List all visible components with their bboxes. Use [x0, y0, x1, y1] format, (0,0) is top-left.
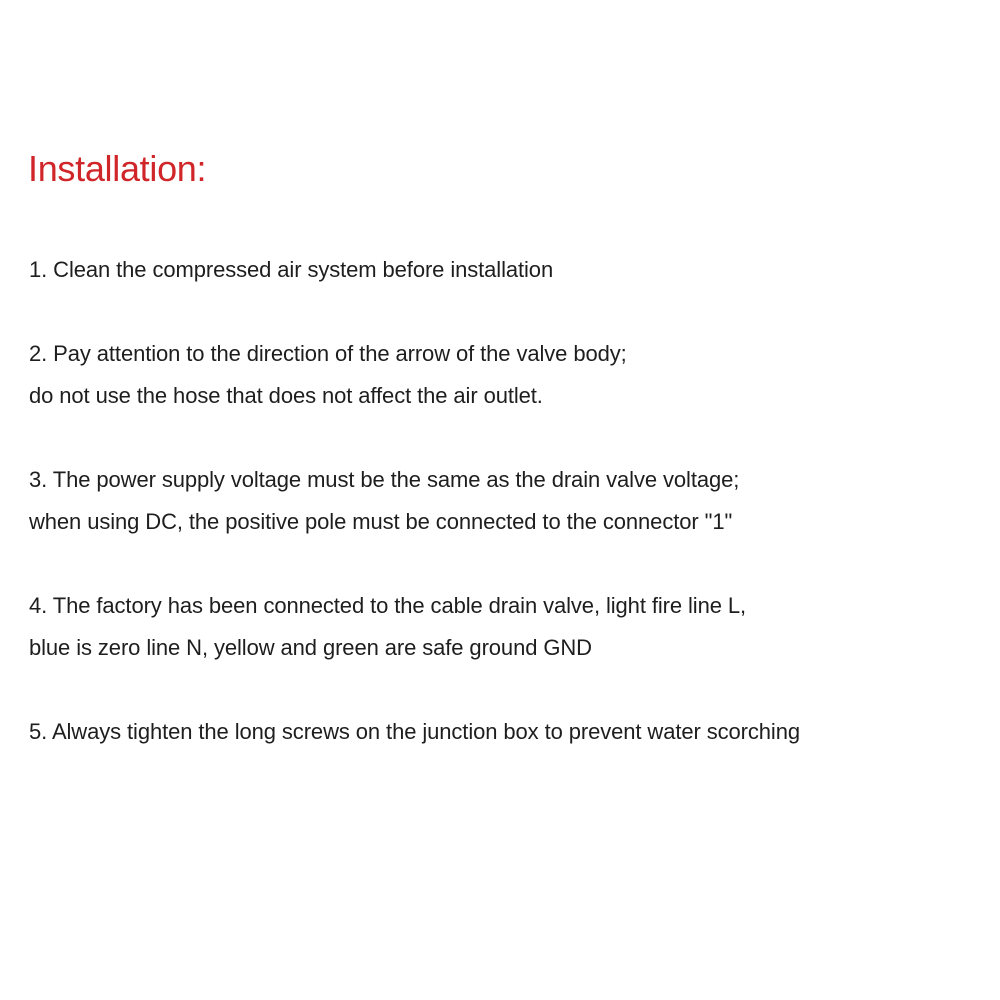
- step-4-line-2: blue is zero line N, yellow and green are safe ground GND: [29, 635, 592, 660]
- step-5-line-1: 5. Always tighten the long screws on the junction box to prevent water scorching: [29, 719, 800, 744]
- step-1-line-1: 1. Clean the compressed air system before installation: [29, 257, 554, 282]
- step-2-line-1: 2. Pay attention to the direction of the arrow of the valve body;: [29, 341, 627, 366]
- step-3-line-2: when using DC, the positive pole must be connected to the connector "1": [29, 509, 733, 534]
- step-2-line-2: do not use the hose that does not affect the air outlet.: [29, 383, 543, 408]
- page-title: Installation:: [28, 148, 207, 189]
- step-4-line-1: 4. The factory has been connected to the cable drain valve, light fire line L,: [29, 593, 747, 618]
- step-3-line-1: 3. The power supply voltage must be the same as the drain valve voltage;: [29, 467, 740, 492]
